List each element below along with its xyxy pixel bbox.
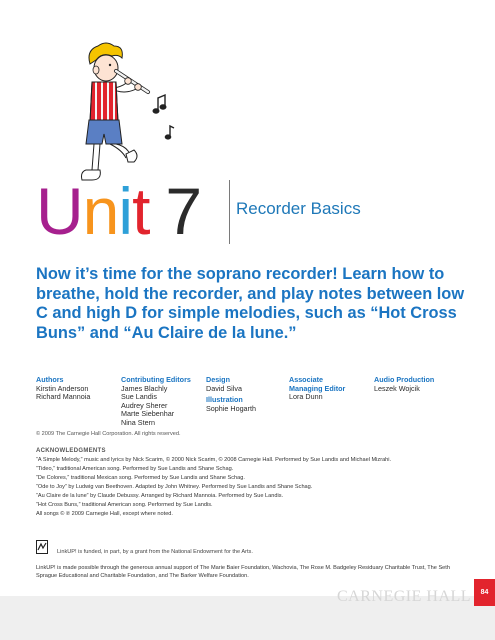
unit-title-letter: t — [132, 174, 150, 248]
credits-heading: Illustration — [206, 395, 243, 405]
acknowledgment-line: “De Colores,” traditional Mexican song. Performed by Sue Landis and Shane Schag. — [36, 475, 245, 481]
credits-column-authors — [36, 376, 114, 402]
credits-name: Richard Mannoia — [36, 392, 91, 402]
credits-name: James Blachly — [121, 383, 168, 393]
credits-heading: Contributing Editors — [121, 375, 191, 384]
credits-name: Lora Dunn — [289, 392, 323, 402]
credits-column-audio — [374, 376, 464, 393]
credits-name: David Silva — [206, 383, 242, 393]
copyright-notice: © 2009 The Carnegie Hall Corporation. All rights reserved. — [36, 431, 181, 437]
nea-logo-icon — [36, 540, 48, 554]
unit-title — [36, 172, 201, 250]
credits-name: Sue Landis — [121, 392, 157, 402]
acknowledgment-line: “Au Claire de la lune” by Claude Debussy. Arranged by Richard Mannoia. Performed by Sue Landis. — [36, 493, 284, 499]
support-text: LinkUP! is made possible through the generous annual support of The Marie Baier Foundation, Wachovia, The Rose M. Badgeley Residuary Charitable Trust, The Seth Sprague Educational and Charitable Foundation, and The Barker Welfare Foundation. — [36, 565, 450, 579]
acknowledgment-line: “Ode to Joy” by Ludwig van Beethoven. Adapted by John Whitney. Performed by Sue Landis and Shane Schag. — [36, 484, 313, 490]
acknowledgment-line: All songs © ℗ 2009 Carnegie Hall, except where noted. — [36, 511, 173, 517]
carnegie-hall-logo: CARNEGIE HALL — [337, 588, 472, 605]
acknowledgments-heading: ACKNOWLEDGMENTS — [36, 448, 106, 454]
boy-playing-recorder-illustration — [72, 40, 182, 190]
music-note-icon — [153, 95, 174, 139]
unit-subtitle: Recorder Basics — [236, 199, 361, 218]
acknowledgment-line: “A Simple Melody,” music and lyrics by Nick Scarim, © 2000 Nick Scarim, © 2008 Carnegie Hall. Performed by Sue Landis and Michael Mizrahi. — [36, 457, 392, 463]
credits-name: Audrey Sherer — [121, 400, 168, 410]
credits-column-design — [206, 376, 284, 413]
credits-heading: Design — [206, 375, 230, 384]
acknowledgment-line: “Tideo,” traditional American song. Performed by Sue Landis and Shane Schag. — [36, 466, 234, 472]
credits-column-managing-editor — [289, 376, 369, 402]
page-number: 84 — [474, 579, 495, 606]
credits-name: Nina Stern — [121, 417, 155, 427]
acknowledgments-section — [36, 447, 476, 519]
nea-text: LinkUP! is funded, in part, by a grant from the National Endowment for the Arts. — [57, 549, 253, 555]
acknowledgment-line: “Hot Cross Buns,” traditional American song. Performed by Sue Landis. — [36, 502, 213, 508]
unit-title-letter: U — [36, 174, 83, 248]
credits-section — [36, 376, 476, 432]
credits-heading: Audio Production — [374, 375, 435, 384]
unit-title-letter: n — [82, 174, 119, 248]
credits-name: Leszek Wojcik — [374, 383, 420, 393]
title-divider — [229, 180, 230, 244]
credits-name: Sophie Hogarth — [206, 403, 256, 413]
credits-heading: Authors — [36, 375, 64, 384]
credits-name: Kirstin Anderson — [36, 383, 89, 393]
credits-name: Marte Siebenhar — [121, 409, 175, 419]
nea-credit — [36, 540, 476, 560]
credits-heading: Associate Managing Editor — [289, 375, 346, 393]
unit-title-letter: i — [118, 174, 133, 248]
unit-number: 7 — [165, 174, 202, 248]
credits-column-editors — [121, 376, 201, 428]
intro-paragraph: Now it’s time for the soprano recorder! Learn how to breathe, hold the recorder, and play notes between low C and high D for simple melodies, such as “Hot Cross Buns” and “Au Claire de la lune.” — [36, 265, 465, 342]
